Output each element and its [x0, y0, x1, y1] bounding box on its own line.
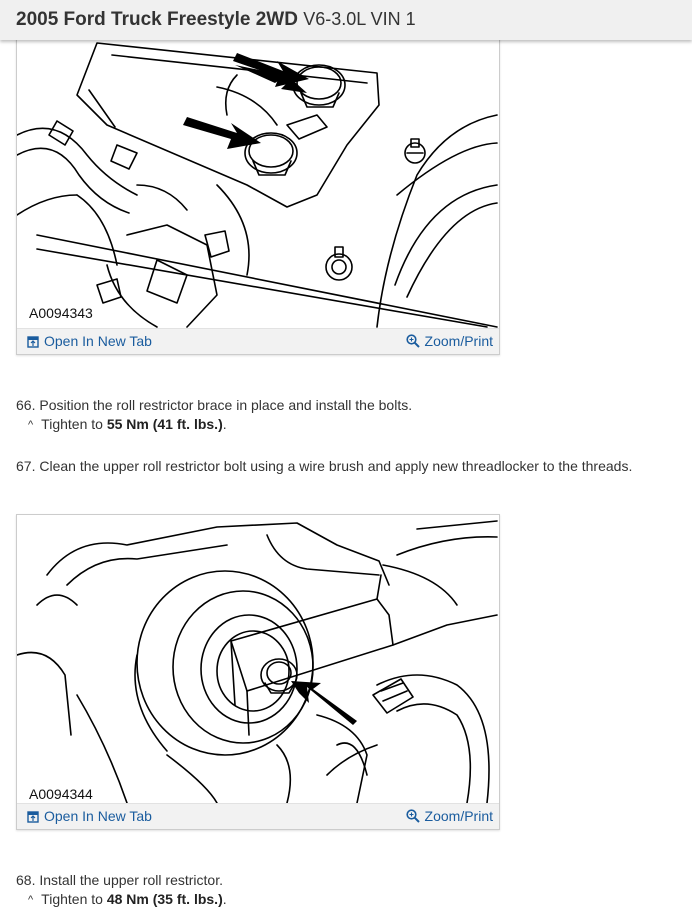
figure-1-toolbar [17, 328, 499, 354]
spec-suffix: . [222, 416, 227, 432]
magnifier-icon [406, 809, 420, 826]
torque-value: 55 Nm (41 ft. lbs.) [106, 416, 223, 432]
open-in-new-tab-label: Open In New Tab [44, 333, 152, 349]
open-in-new-tab-label: Open In New Tab [44, 808, 152, 824]
figure-1-illustration [17, 35, 499, 328]
zoom-print-label: Zoom/Print [424, 333, 493, 349]
engine-subtitle: V6-3.0L VIN 1 [303, 9, 416, 29]
step-68-torque-spec [28, 891, 227, 907]
step-67-text: 67. Clean the upper roll restrictor bolt using a wire brush and apply new threadlocker to the threads. [16, 458, 633, 474]
figure-1 [16, 34, 500, 355]
vehicle-title: 2005 Ford Truck Freestyle 2WD [16, 9, 298, 30]
figure-code: A0094344 [29, 786, 93, 802]
open-in-new-tab-link[interactable] [27, 808, 152, 826]
figure-2-toolbar [17, 803, 499, 829]
zoom-print-label: Zoom/Print [424, 808, 493, 824]
open-in-new-tab-icon [27, 335, 39, 351]
step-66-text: 66. Position the roll restrictor brace in place and install the bolts. [16, 397, 413, 413]
step-68-text: 68. Install the upper roll restrictor. [16, 872, 223, 888]
zoom-print-link[interactable] [406, 808, 493, 826]
step-66-torque-spec [28, 416, 227, 432]
figure-code: A0094343 [29, 305, 93, 321]
bullet-caret-icon: ^ [28, 419, 34, 431]
zoom-print-link[interactable] [406, 333, 493, 351]
figure-2 [16, 514, 500, 830]
bolt-bracket-drawing [17, 35, 499, 328]
page-header [0, 0, 692, 40]
open-in-new-tab-link[interactable] [27, 333, 152, 351]
roll-restrictor-drawing [17, 515, 499, 803]
figure-2-illustration [17, 515, 499, 803]
open-in-new-tab-icon [27, 810, 39, 826]
torque-value: 48 Nm (35 ft. lbs.) [106, 891, 223, 907]
bullet-caret-icon: ^ [28, 894, 34, 906]
spec-prefix: Tighten to [41, 416, 107, 432]
spec-suffix: . [222, 891, 227, 907]
spec-prefix: Tighten to [41, 891, 107, 907]
magnifier-icon [406, 334, 420, 351]
page-title [16, 9, 416, 31]
